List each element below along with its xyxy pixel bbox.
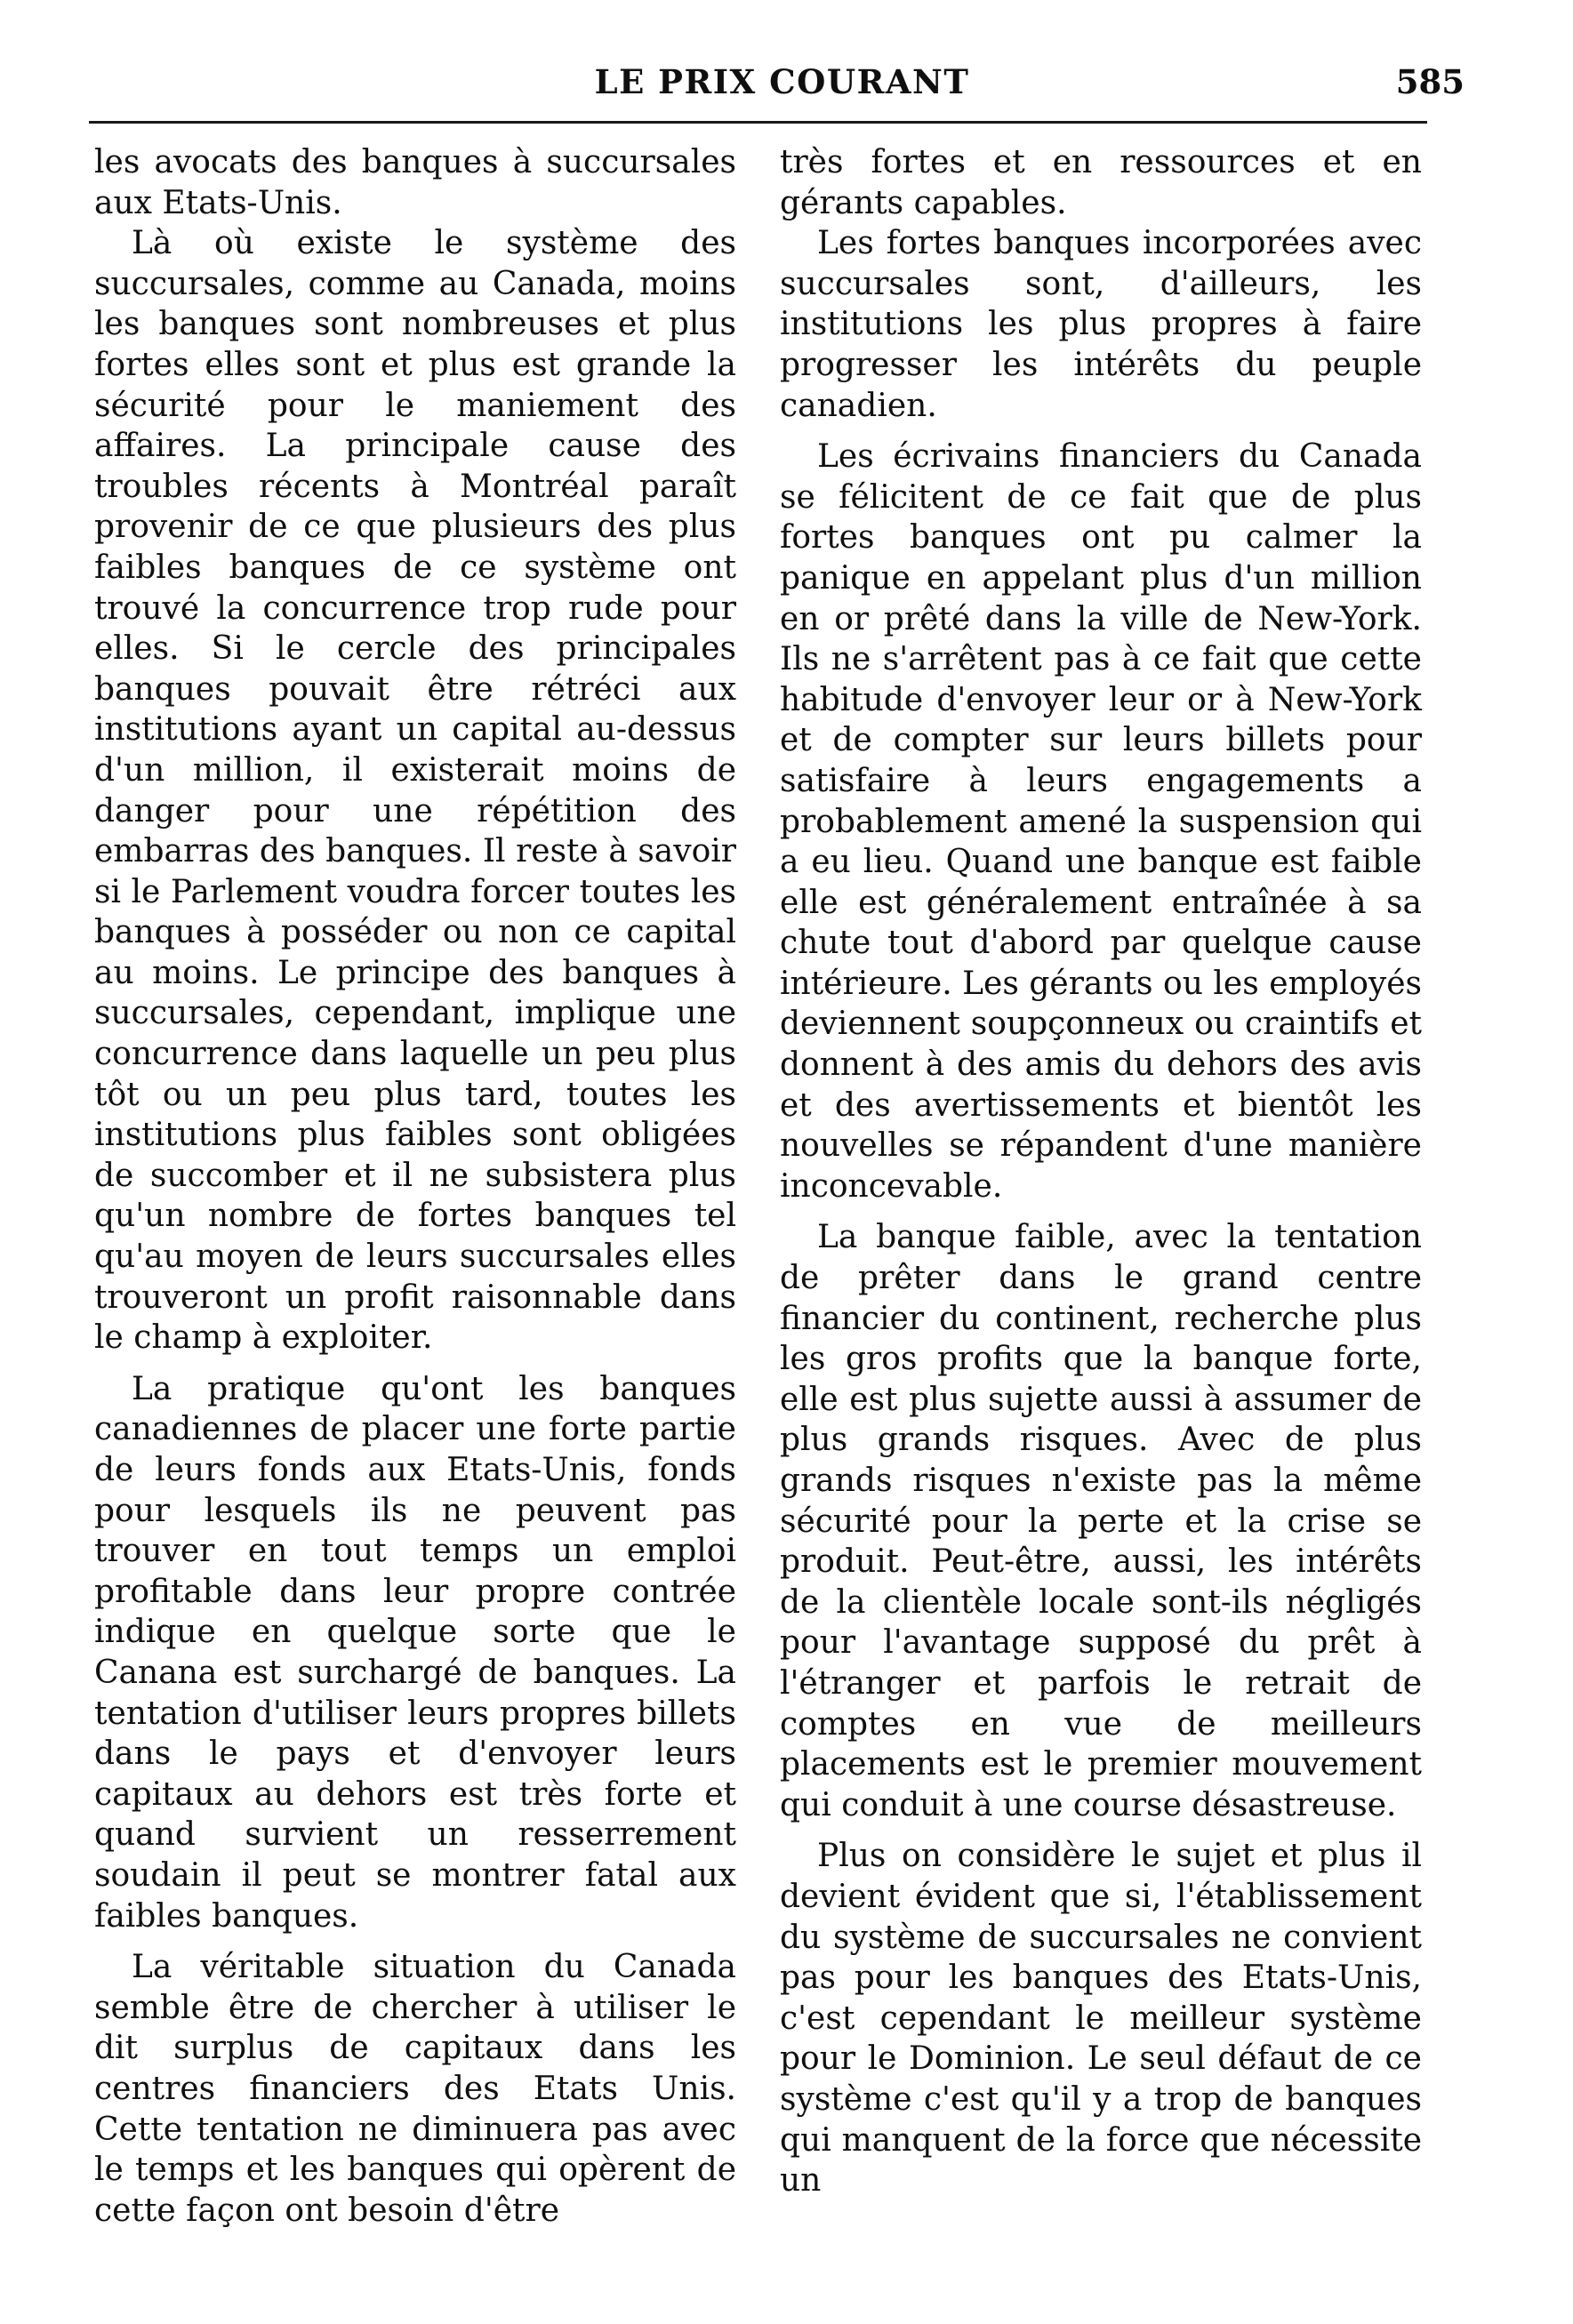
left-paragraph-1: les avocats des banques à succursales aux Etats-Unis. bbox=[94, 144, 736, 221]
header-rule bbox=[89, 121, 1427, 124]
right-paragraph-4: La banque faible, avec la tentation de prêter dans le grand centre financier du continent, recherche plus les gros profits que la banque forte, elle est plus sujette aussi à assumer de plus grands risques. Avec de plus grands risques n'existe pas la même sécurité pour la perte et la crise se produit. Peut-être, aussi, les intérêts de la clientèle locale sont-ils négligés pour l'avantage supposé du prêt à l'étranger et parfois le retrait de comptes en vue de meilleurs placements est le premier mouvement qui conduit à une course désastreuse. bbox=[780, 1219, 1422, 1823]
right-paragraph-3: Les écrivains financiers du Canada se félicitent de ce fait que de plus fortes banques ont pu calmer la panique en appelant plus d'un million en or prêté dans la ville de New-York. Ils ne s'arrêtent pas à ce fait que cette habitude d'envoyer leur or à New-York et de compter sur leurs billets pour satisfaire à leurs engagements a probablement amené la suspension qui a eu lieu. Quand une banque est faible elle est généralement entraînée à sa chute tout d'abord par quelque cause intérieure. Les gérants ou les employés deviennent soupçonneux ou craintifs et donnent à des amis du dehors des avis et des avertissements et bientôt les nouvelles se répandent d'une manière inconcevable. bbox=[780, 438, 1422, 1205]
page-number: 585 bbox=[1395, 62, 1465, 101]
left-paragraph-4: La véritable situation du Canada semble être de chercher à utiliser le dit surplus de capitaux dans les centres financiers des Etats Unis. Cette tentation ne diminuera pas avec le temps et les banques qui opèrent de cette façon ont besoin d'être bbox=[94, 1949, 736, 2229]
right-paragraph-1: très fortes et en ressources et en gérants capables. bbox=[780, 144, 1422, 221]
right-paragraph-2: Les fortes banques incorporées avec succursales sont, d'ailleurs, les institutions les plus propres à faire progresser les intérêts du peuple canadien. bbox=[780, 225, 1422, 424]
running-title: LE PRIX COURANT bbox=[594, 62, 970, 101]
right-paragraph-5: Plus on considère le sujet et plus il devient évident que si, l'établissement du système de succursales ne convient pas pour les banques des Etats-Unis, c'est cependant le meilleur système pour le Dominion. Le seul défaut de ce système c'est qu'il y a trop de banques qui manquent de la force que nécessite un bbox=[780, 1838, 1422, 2200]
right-column bbox=[780, 142, 1422, 2201]
left-paragraph-2: Là où existe le système des succursales, comme au Canada, moins les banques sont nombreuses et plus fortes elles sont et plus est grande la sécurité pour le maniement des affaires. La principale cause des troubles récents à Montréal paraît provenir de ce que plusieurs des plus faibles banques de ce système ont trouvé la concurrence trop rude pour elles. Si le cercle des principales banques pouvait être rétréci aux institutions ayant un capital au-dessus d'un million, il existerait moins de danger pour une répétition des embarras des banques. Il reste à savoir si le Parlement voudra forcer toutes les banques à posséder ou non ce capital au moins. Le principe des banques à succursales, cependant, implique une concurrence dans laquelle un peu plus tôt ou un peu plus tard, toutes les institutions plus faibles sont obligées de succomber et il ne subsistera plus qu'un nombre de fortes banques tel qu'au moyen de leurs succursales elles trouveront un profit raisonnable dans le champ à exploiter. bbox=[94, 225, 736, 1357]
left-column bbox=[94, 142, 736, 2231]
left-paragraph-3: La pratique qu'ont les banques canadiennes de placer une forte partie de leurs fonds aux Etats-Unis, fonds pour lesquels ils ne peuvent pas trouver en tout temps un emploi profitable dans leur propre contrée indique en quelque sorte que le Canana est surchargé de banques. La tentation d'utiliser leurs propres billets dans le pays et d'envoyer leurs capitaux au dehors est très forte et quand survient un resserrement soudain il peut se montrer fatal aux faibles banques. bbox=[94, 1370, 736, 1935]
page-header bbox=[89, 55, 1475, 108]
